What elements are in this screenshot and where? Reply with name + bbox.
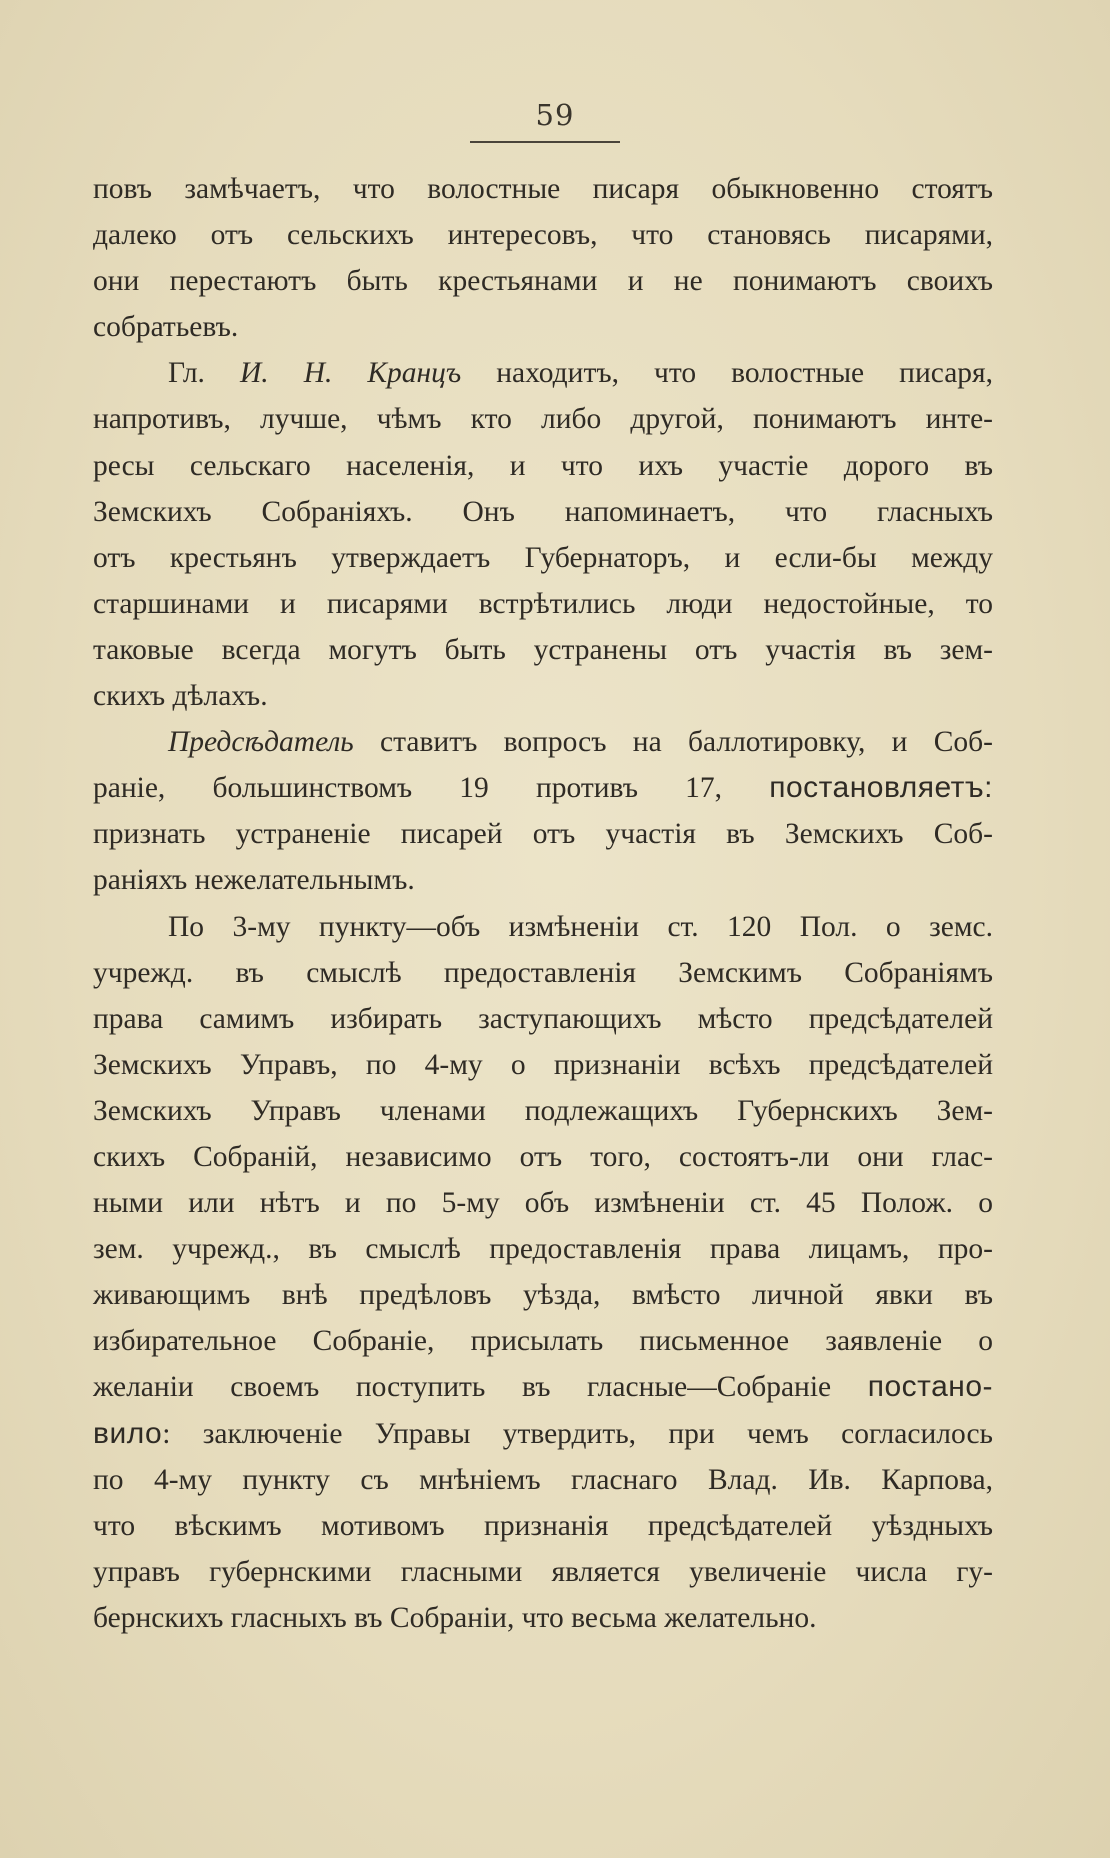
- text-line: [93, 765, 993, 811]
- page-number: 59: [535, 98, 575, 132]
- text-line: повъ замѣчаетъ, что волостные писаря обыкновенно стоятъ: [93, 173, 993, 205]
- text-run: ставитъ вопросъ на баллотировку, и Соб-: [353, 726, 993, 759]
- text-line: скихъ дѣлахъ.: [93, 680, 268, 713]
- text-line: таковые всегда могутъ быть устранены отъ участія въ зем-: [93, 633, 993, 666]
- page-body: [93, 166, 993, 1641]
- text-line: Земскихъ Собраніяхъ. Онъ напоминаетъ, что гласныхъ: [93, 495, 993, 528]
- text-line: бернскихъ гласныхъ въ Собраніи, что весьма желательно.: [93, 1601, 817, 1634]
- text-run: Гл.: [168, 357, 240, 390]
- text-line: по 4-му пункту съ мнѣніемъ гласнаго Влад. Ив. Карпова,: [93, 1463, 993, 1496]
- text-line: ресы сельскаго населенія, и что ихъ участіе дорого въ: [93, 449, 993, 482]
- text-line: живающимъ внѣ предѣловъ уѣзда, вмѣсто личной явки въ: [93, 1279, 993, 1312]
- text-run: находитъ, что волостные писаря,: [461, 357, 993, 390]
- text-line: [93, 350, 993, 396]
- text-run: раніе, большинствомъ 19 противъ 17,: [93, 772, 770, 805]
- text-line: управъ губернскими гласными является увеличеніе числа гу-: [93, 1555, 993, 1588]
- text-line: ными или нѣтъ и по 5-му объ измѣненіи ст. 45 Полож. о: [93, 1187, 993, 1220]
- speaker-name: Предсѣдатель: [168, 726, 354, 759]
- text-line: [93, 1364, 993, 1410]
- text-line: Земскихъ Управъ членами подлежащихъ Губернскихъ Зем-: [93, 1094, 993, 1127]
- resolution-word: вило: [93, 1416, 163, 1450]
- text-line: скихъ Собраній, независимо отъ того, состоятъ-ли они глас-: [93, 1140, 993, 1173]
- text-line: По 3-му пункту—объ измѣненіи ст. 120 Пол. о земс.: [168, 910, 993, 943]
- text-line: раніяхъ нежелательнымъ.: [93, 864, 415, 897]
- header-rule: [470, 141, 620, 143]
- text-line: далеко отъ сельскихъ интересовъ, что становясь писарями,: [93, 219, 993, 252]
- text-line: старшинами и писарями встрѣтились люди недостойные, то: [93, 587, 993, 620]
- text-line: что вѣскимъ мотивомъ признанія предсѣдателей уѣздныхъ: [93, 1509, 993, 1542]
- text-line: избирательное Собраніе, присылать письменное заявленіе о: [93, 1325, 993, 1358]
- text-line: учрежд. въ смыслѣ предоставленія Земскимъ Собраніямъ: [93, 956, 993, 989]
- text-line: они перестаютъ быть крестьянами и не понимаютъ своихъ: [93, 265, 993, 298]
- text-run: : заключеніе Управы утвердить, при чемъ согласилось: [162, 1417, 993, 1450]
- text-line: [93, 719, 993, 765]
- text-line: отъ крестьянъ утверждаетъ Губернаторъ, и если-бы между: [93, 541, 993, 574]
- text-line: признать устраненіе писарей отъ участія въ Земскихъ Соб-: [93, 818, 993, 851]
- resolution-word: постановляетъ:: [769, 771, 993, 805]
- speaker-name: И. Н. Кранцъ: [239, 357, 462, 390]
- text-line: собратьевъ.: [93, 311, 239, 344]
- text-line: напротивъ, лучше, чѣмъ кто либо другой, понимаютъ инте-: [93, 403, 993, 436]
- text-line: права самимъ избирать заступающихъ мѣсто предсѣдателей: [93, 1002, 993, 1035]
- text-line: [93, 1411, 993, 1457]
- resolution-word: постано-: [867, 1370, 993, 1404]
- text-run: желаніи своемъ поступить въ гласные—Собраніе: [93, 1371, 868, 1404]
- text-line: Земскихъ Управъ, по 4-му о признаніи всѣхъ предсѣдателей: [93, 1048, 993, 1081]
- text-line: зем. учрежд., въ смыслѣ предоставленія права лицамъ, про-: [93, 1233, 993, 1266]
